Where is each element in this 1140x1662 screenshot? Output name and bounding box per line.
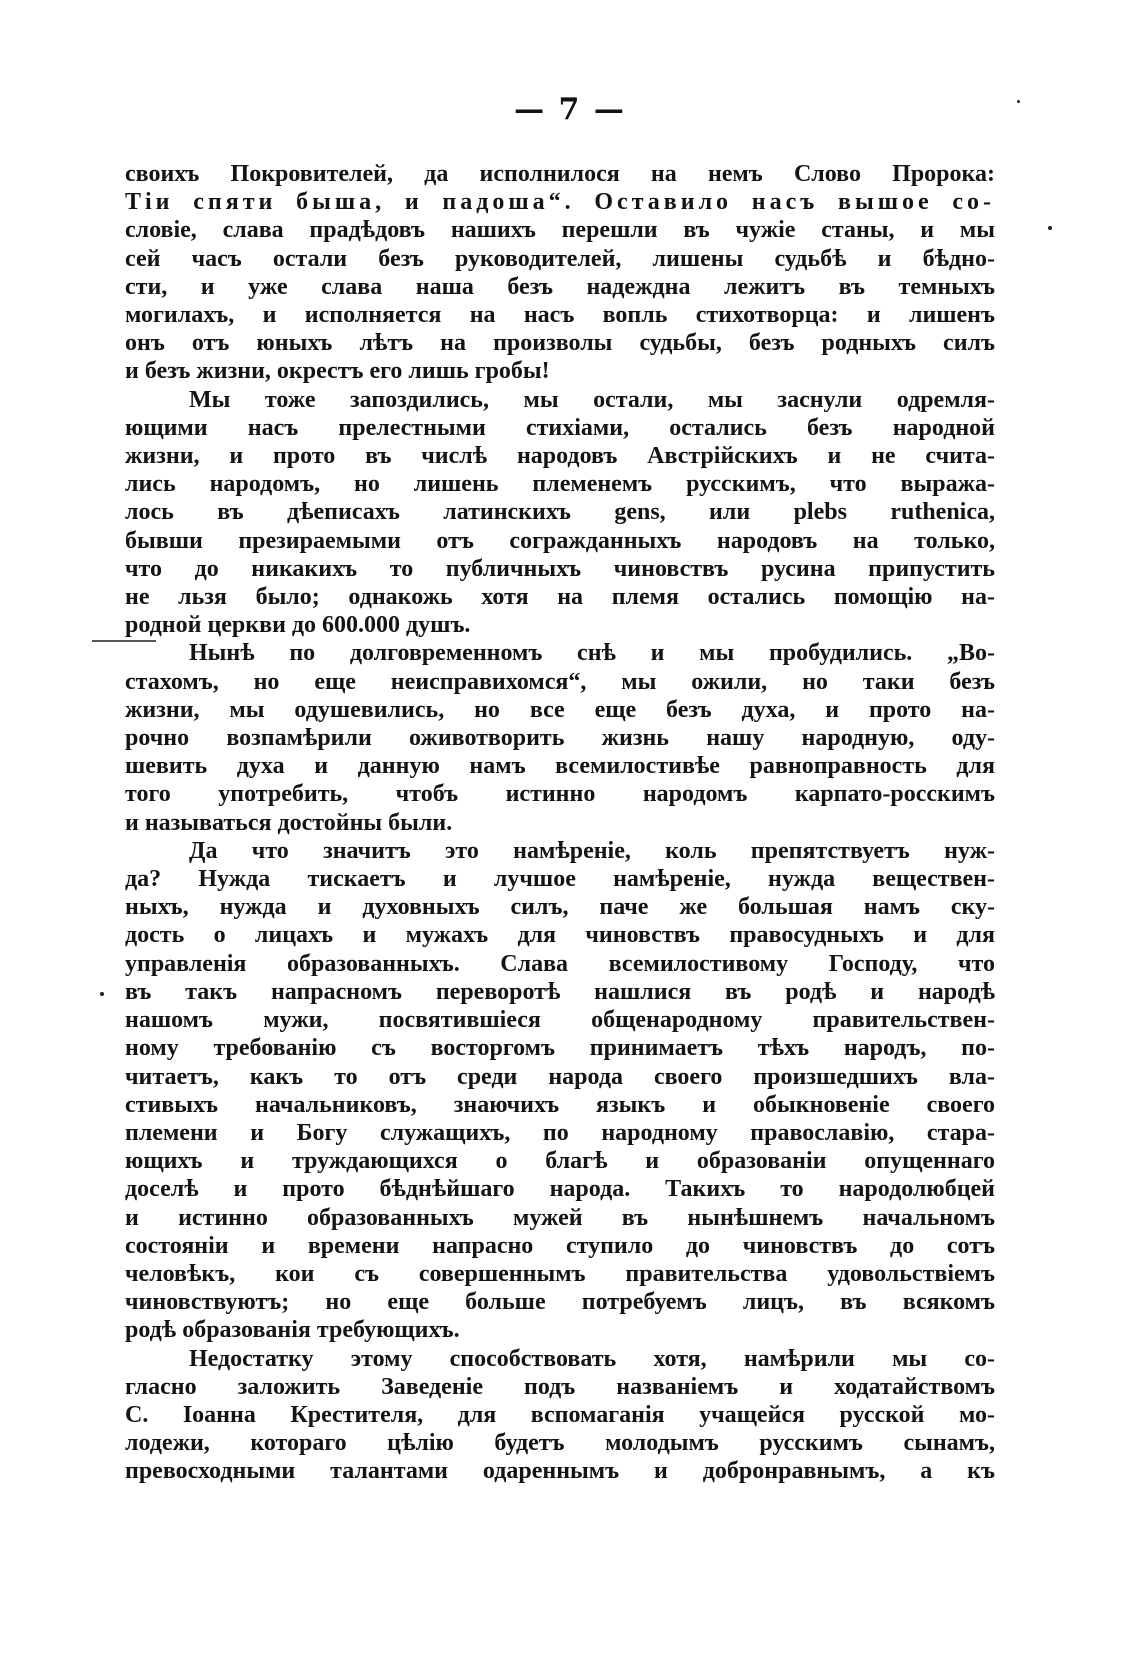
text-line: человѣкъ, кои съ совершеннымъ правительства удовольствіемъ xyxy=(125,1260,995,1287)
text-line: С. Іоанна Крестителя, для вспомаганія учащейся русской мо- xyxy=(125,1401,995,1428)
text-line: нашомъ мужи, посвятившіеся общенародному правительствен- xyxy=(125,1007,995,1034)
text-line: стахомъ, но еще неисправихомся“, мы ожили, но таки безъ xyxy=(125,668,995,695)
text-line: Недостатку этому способствовать хотя, намѣрили мы со- xyxy=(189,1345,995,1372)
margin-speck xyxy=(1017,100,1020,103)
text-line: бывши презираемыми отъ согражданныхъ народовъ на только, xyxy=(125,527,995,554)
text-line: ющими насъ прелестными стихіами, остались безъ народной xyxy=(125,414,995,441)
text-line: сей часъ остали безъ руководителей, лишены судьбѣ и бѣдно- xyxy=(125,245,995,272)
text-line: стивыхъ начальниковъ, знаючихъ языкъ и обыкновеніе своего xyxy=(125,1091,995,1118)
text-line: ному требованію съ восторгомъ принимаетъ тѣхъ народъ, по- xyxy=(125,1035,995,1062)
text-line: словіе, слава прадѣдовъ нашихъ перешли въ чужіе станы, и мы xyxy=(125,217,995,244)
text-line: ющихъ и труждающихся о благѣ и образованіи опущеннаго xyxy=(125,1148,995,1175)
text-line: доселѣ и прото бѣднѣйшаго народа. Такихъ то народолюбцей xyxy=(125,1176,995,1203)
text-line: сти, и уже слава наша безъ надеждна лежитъ въ темныхъ xyxy=(125,273,995,300)
text-line: читаетъ, какъ то отъ среди народа своего произшедшихъ вла- xyxy=(125,1063,995,1090)
text-line: лось въ дѣеписахъ латинскихъ gens, или plebs ruthenica, xyxy=(125,499,995,526)
text-line: Тіи спяти быша, и падоша“. Оставило насъ вышое со- xyxy=(125,189,995,216)
text-line: своихъ Покровителей, да исполнилося на немъ Слово Пророка: xyxy=(125,161,995,187)
text-line: гласно заложить Заведеніе подъ названіемъ и ходатайствомъ xyxy=(125,1373,995,1400)
body-text xyxy=(125,160,995,1486)
text-line: что до никакихъ то публичныхъ чиновствъ русина припустить xyxy=(125,555,995,582)
text-line: состояніи и времени напрасно ступило до чиновствъ до сотъ xyxy=(125,1232,995,1259)
text-line: Нынѣ по долговременномъ снѣ и мы пробудились. „Во- xyxy=(189,640,995,667)
text-line: Мы тоже запоздились, мы остали, мы заснули одремля- xyxy=(189,386,995,413)
text-line: въ такъ напрасномъ переворотѣ нашлися въ родѣ и народѣ xyxy=(125,978,995,1005)
text-line: да? Нужда тискаетъ и лучшое намѣреніе, нужда веществен- xyxy=(125,866,995,893)
text-line: превосходными талантами одареннымъ и добронравнымъ, а къ xyxy=(125,1458,995,1485)
text-line: того употребить, чтобъ истинно народомъ карпато-росскимъ xyxy=(125,781,995,808)
text-line: не льзя было; однакожь хотя на племя остались помощію на- xyxy=(125,584,995,611)
text-line: ныхъ, нужда и духовныхъ силъ, паче же большая намъ ску- xyxy=(125,894,995,921)
text-line: родѣ образованія требующихъ. xyxy=(125,1317,460,1344)
text-line: жизни, мы одушевились, но все еще безъ духа, и прото на- xyxy=(125,696,995,723)
text-line: и безъ жизни, окрестъ его лишь гробы! xyxy=(125,358,550,385)
text-line: жизни, и прото въ числѣ народовъ Австрійскихъ и не счита- xyxy=(125,443,995,470)
text-line: чиновствуютъ; но еще больше потребуемъ лицъ, въ всякомъ xyxy=(125,1289,995,1316)
text-line: и называться достойны были. xyxy=(125,809,453,836)
text-line: лись народомъ, но лишень племенемъ русскимъ, что выража- xyxy=(125,471,995,498)
text-line: дость о лицахъ и мужахъ для чиновствъ правосудныхъ и для xyxy=(125,922,995,949)
text-line: родной церкви до 600.000 душъ. xyxy=(125,612,471,639)
text-line: онъ отъ юныхъ лѣтъ на произволы судьбы, безъ родныхъ силъ xyxy=(125,330,995,357)
text-line: могилахъ, и исполняется на насъ вопль стихотворца: и лишенъ xyxy=(125,302,995,329)
text-line: шевить духа и данную намъ всемилостивѣе равноправность для xyxy=(125,753,995,780)
margin-speck xyxy=(100,992,104,996)
text-line: управленія образованныхъ. Слава всемилостивому Господу, что xyxy=(125,950,995,977)
text-line: лодежи, котораго цѣлію будетъ молодымъ русскимъ сынамъ, xyxy=(125,1430,995,1457)
text-line: племени и Богу служащихъ, по народному православію, стара- xyxy=(125,1119,995,1146)
text-line: и истинно образованныхъ мужей въ нынѣшнемъ начальномъ xyxy=(125,1204,995,1231)
text-line: Да что значитъ это намѣреніе, коль препятствуетъ нуж- xyxy=(189,837,995,864)
margin-speck xyxy=(1048,226,1052,230)
page-number: — 7 — xyxy=(514,92,626,127)
text-line: рочно возпамѣрили оживотворить жизнь нашу народную, оду- xyxy=(125,725,995,752)
